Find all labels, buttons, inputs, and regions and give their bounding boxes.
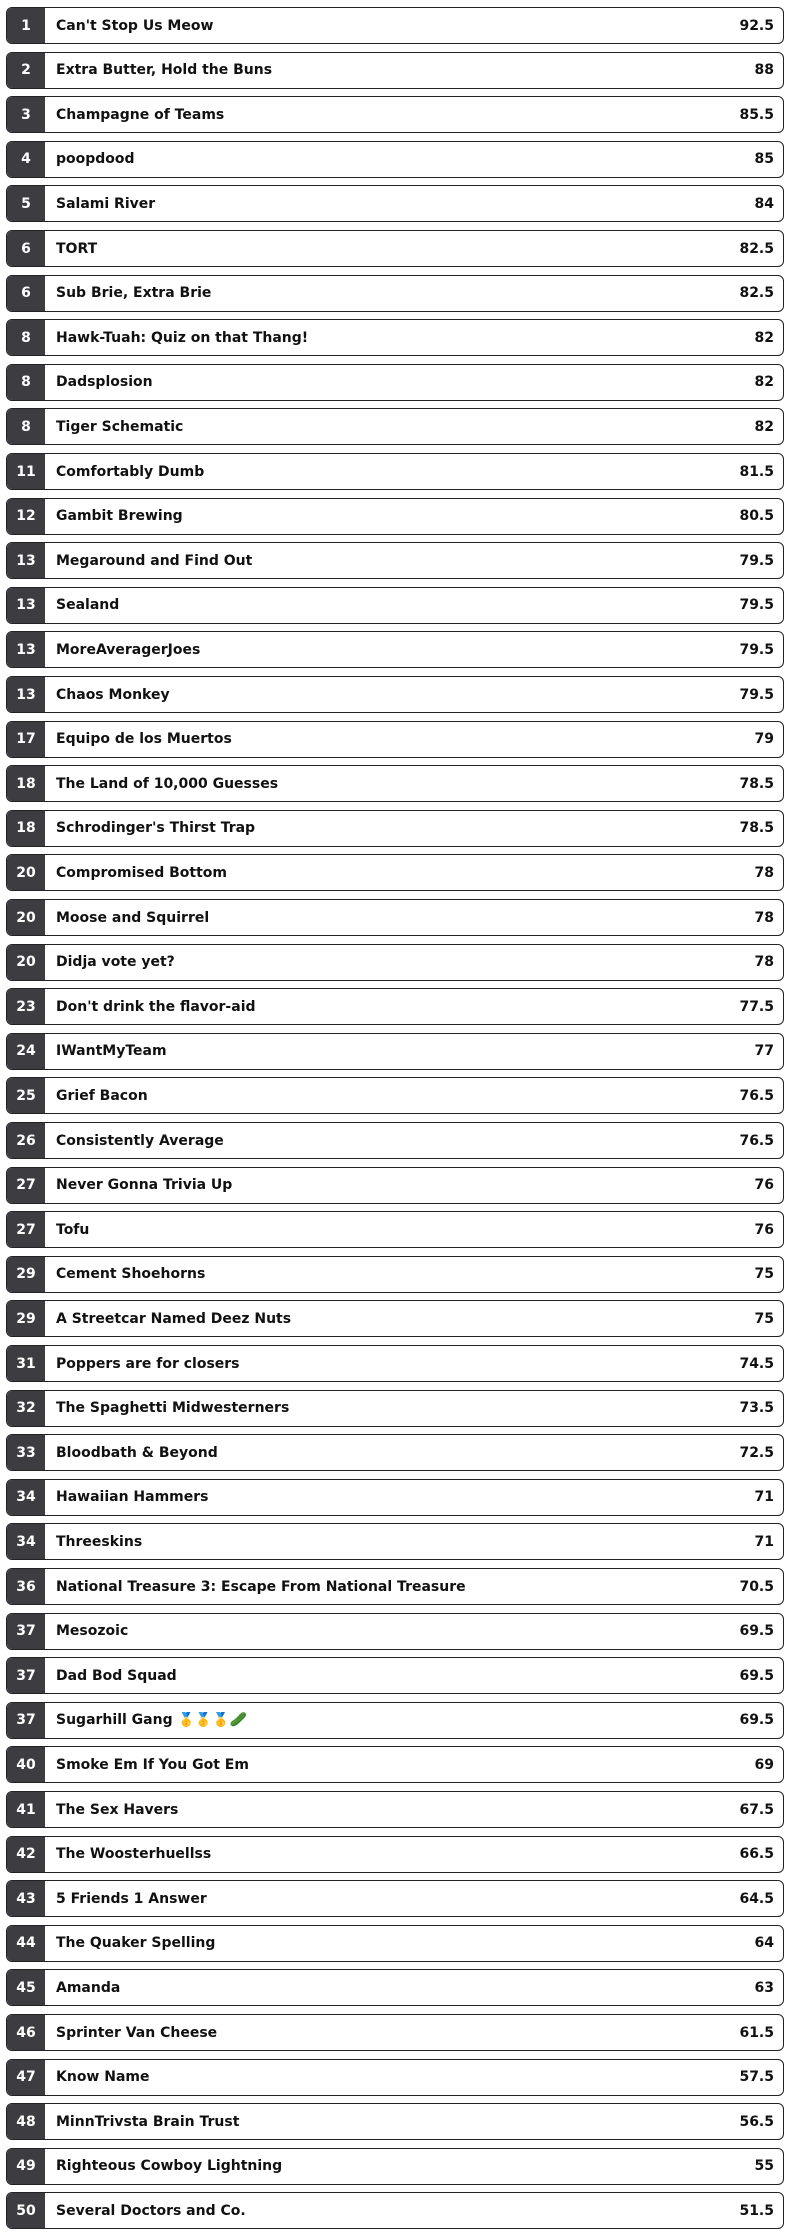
rank-badge: 46 bbox=[7, 2015, 45, 2050]
team-score: 76 bbox=[754, 1221, 774, 1238]
team-name: Champagne of Teams bbox=[56, 106, 225, 123]
team-name: Sugarhill Gang 🥇🥇🥇🥒 bbox=[56, 1712, 248, 1729]
team-score: 76.5 bbox=[739, 1132, 774, 1149]
leaderboard-row bbox=[6, 1434, 784, 1471]
leaderboard-row bbox=[6, 1836, 784, 1873]
leaderboard-row bbox=[6, 587, 784, 624]
leaderboard-row bbox=[6, 810, 784, 847]
rank-badge: 1 bbox=[7, 8, 45, 43]
team-name: Several Doctors and Co. bbox=[56, 2202, 246, 2219]
rank-badge: 18 bbox=[7, 811, 45, 846]
team-score: 82 bbox=[754, 418, 774, 435]
team-name: Dadsplosion bbox=[56, 374, 153, 391]
rank-badge: 43 bbox=[7, 1881, 45, 1916]
team-score: 84 bbox=[754, 195, 774, 212]
rank-badge: 8 bbox=[7, 409, 45, 444]
rank-badge: 8 bbox=[7, 365, 45, 400]
rank-badge: 47 bbox=[7, 2060, 45, 2095]
team-name: Megaround and Find Out bbox=[56, 552, 253, 569]
team-score: 67.5 bbox=[739, 1801, 774, 1818]
leaderboard-row bbox=[6, 52, 784, 89]
rank-badge: 29 bbox=[7, 1257, 45, 1292]
leaderboard-row bbox=[6, 1969, 784, 2006]
team-score: 81.5 bbox=[739, 463, 774, 480]
rank-badge: 6 bbox=[7, 231, 45, 266]
leaderboard-row bbox=[6, 1211, 784, 1248]
team-name: Extra Butter, Hold the Buns bbox=[56, 62, 273, 79]
team-name: The Woosterhuellss bbox=[56, 1846, 212, 1863]
team-name: Threeskins bbox=[56, 1533, 143, 1550]
team-name: Smoke Em If You Got Em bbox=[56, 1756, 249, 1773]
team-score: 85.5 bbox=[739, 106, 774, 123]
leaderboard-row bbox=[6, 7, 784, 44]
leaderboard-row bbox=[6, 1300, 784, 1337]
rank-badge: 37 bbox=[7, 1658, 45, 1693]
team-score: 78 bbox=[754, 864, 774, 881]
team-name: Chaos Monkey bbox=[56, 686, 170, 703]
team-name: Can't Stop Us Meow bbox=[56, 17, 214, 34]
leaderboard-row bbox=[6, 2148, 784, 2185]
rank-badge: 45 bbox=[7, 1970, 45, 2005]
leaderboard-row bbox=[6, 408, 784, 445]
leaderboard-row bbox=[6, 1122, 784, 1159]
team-name: Tofu bbox=[56, 1221, 90, 1238]
rank-badge: 13 bbox=[7, 588, 45, 623]
team-score: 57.5 bbox=[739, 2069, 774, 2086]
team-score: 61.5 bbox=[739, 2024, 774, 2041]
team-score: 69.5 bbox=[739, 1667, 774, 1684]
team-score: 82 bbox=[754, 374, 774, 391]
team-score: 71 bbox=[754, 1489, 774, 1506]
team-name: Consistently Average bbox=[56, 1132, 224, 1149]
leaderboard-row bbox=[6, 141, 784, 178]
rank-badge: 26 bbox=[7, 1123, 45, 1158]
leaderboard-row bbox=[6, 2014, 784, 2051]
leaderboard-row bbox=[6, 498, 784, 535]
rank-badge: 32 bbox=[7, 1391, 45, 1426]
team-name: Grief Bacon bbox=[56, 1087, 148, 1104]
team-score: 74.5 bbox=[739, 1355, 774, 1372]
rank-badge: 2 bbox=[7, 53, 45, 88]
team-name: A Streetcar Named Deez Nuts bbox=[56, 1310, 292, 1327]
rank-badge: 34 bbox=[7, 1480, 45, 1515]
team-name: The Spaghetti Midwesterners bbox=[56, 1400, 290, 1417]
team-name: IWantMyTeam bbox=[56, 1043, 167, 1060]
rank-badge: 13 bbox=[7, 677, 45, 712]
team-score: 79.5 bbox=[739, 686, 774, 703]
leaderboard-row bbox=[6, 542, 784, 579]
rank-badge: 20 bbox=[7, 900, 45, 935]
team-score: 71 bbox=[754, 1533, 774, 1550]
team-name: Sealand bbox=[56, 597, 120, 614]
team-name: Sub Brie, Extra Brie bbox=[56, 285, 212, 302]
team-score: 79.5 bbox=[739, 552, 774, 569]
leaderboard-row bbox=[6, 1077, 784, 1114]
team-score: 72.5 bbox=[739, 1444, 774, 1461]
leaderboard-row bbox=[6, 1925, 784, 1962]
team-score: 76.5 bbox=[739, 1087, 774, 1104]
team-name: TORT bbox=[56, 240, 98, 257]
leaderboard-row bbox=[6, 1390, 784, 1427]
leaderboard-row bbox=[6, 1256, 784, 1293]
team-score: 75 bbox=[754, 1266, 774, 1283]
team-score: 82 bbox=[754, 329, 774, 346]
leaderboard-row bbox=[6, 1523, 784, 1560]
team-name: Never Gonna Trivia Up bbox=[56, 1177, 233, 1194]
team-score: 69.5 bbox=[739, 1623, 774, 1640]
team-name: National Treasure 3: Escape From National Treasure bbox=[56, 1578, 466, 1595]
team-name: Bloodbath & Beyond bbox=[56, 1444, 218, 1461]
team-name: Tiger Schematic bbox=[56, 418, 184, 435]
leaderboard-row bbox=[6, 1568, 784, 1605]
leaderboard-row bbox=[6, 453, 784, 490]
leaderboard-row bbox=[6, 230, 784, 267]
team-score: 73.5 bbox=[739, 1400, 774, 1417]
team-score: 70.5 bbox=[739, 1578, 774, 1595]
rank-badge: 42 bbox=[7, 1837, 45, 1872]
rank-badge: 27 bbox=[7, 1168, 45, 1203]
team-name: 5 Friends 1 Answer bbox=[56, 1890, 207, 1907]
team-name: The Land of 10,000 Guesses bbox=[56, 775, 279, 792]
leaderboard-row bbox=[6, 721, 784, 758]
rank-badge: 48 bbox=[7, 2104, 45, 2139]
rank-badge: 18 bbox=[7, 766, 45, 801]
leaderboard-row bbox=[6, 1657, 784, 1694]
team-name: Gambit Brewing bbox=[56, 508, 183, 525]
leaderboard-row bbox=[6, 185, 784, 222]
team-score: 79 bbox=[754, 731, 774, 748]
team-name: MoreAveragerJoes bbox=[56, 641, 201, 658]
team-score: 51.5 bbox=[739, 2202, 774, 2219]
rank-badge: 23 bbox=[7, 989, 45, 1024]
rank-badge: 11 bbox=[7, 454, 45, 489]
rank-badge: 44 bbox=[7, 1926, 45, 1961]
team-score: 78 bbox=[754, 909, 774, 926]
team-score: 80.5 bbox=[739, 508, 774, 525]
rank-badge: 5 bbox=[7, 186, 45, 221]
leaderboard-row bbox=[6, 1345, 784, 1382]
team-score: 69 bbox=[754, 1756, 774, 1773]
rank-badge: 50 bbox=[7, 2193, 45, 2228]
leaderboard-row bbox=[6, 944, 784, 981]
leaderboard-row bbox=[6, 275, 784, 312]
rank-badge: 37 bbox=[7, 1703, 45, 1738]
leaderboard-row bbox=[6, 1613, 784, 1650]
leaderboard-row bbox=[6, 1880, 784, 1917]
leaderboard-row bbox=[6, 96, 784, 133]
rank-badge: 31 bbox=[7, 1346, 45, 1381]
leaderboard-row bbox=[6, 1746, 784, 1783]
team-name: MinnTrivsta Brain Trust bbox=[56, 2113, 240, 2130]
team-name: Didja vote yet? bbox=[56, 954, 175, 971]
team-score: 77 bbox=[754, 1043, 774, 1060]
team-name: Schrodinger's Thirst Trap bbox=[56, 820, 256, 837]
rank-badge: 12 bbox=[7, 499, 45, 534]
team-score: 78.5 bbox=[739, 775, 774, 792]
rank-badge: 49 bbox=[7, 2149, 45, 2184]
rank-badge: 4 bbox=[7, 142, 45, 177]
leaderboard-row bbox=[6, 364, 784, 401]
leaderboard-row bbox=[6, 765, 784, 802]
leaderboard-row bbox=[6, 1791, 784, 1828]
leaderboard-row bbox=[6, 2103, 784, 2140]
rank-badge: 8 bbox=[7, 320, 45, 355]
team-score: 64 bbox=[754, 1935, 774, 1952]
team-name: Sprinter Van Cheese bbox=[56, 2024, 218, 2041]
rank-badge: 41 bbox=[7, 1792, 45, 1827]
leaderboard-row bbox=[6, 2192, 784, 2229]
team-name: Amanda bbox=[56, 1979, 121, 1996]
team-name: Moose and Squirrel bbox=[56, 909, 210, 926]
leaderboard-row bbox=[6, 854, 784, 891]
leaderboard-row bbox=[6, 988, 784, 1025]
team-score: 79.5 bbox=[739, 641, 774, 658]
team-name: Cement Shoehorns bbox=[56, 1266, 206, 1283]
rank-badge: 27 bbox=[7, 1212, 45, 1247]
leaderboard-row bbox=[6, 676, 784, 713]
leaderboard-row bbox=[6, 1479, 784, 1516]
leaderboard-row bbox=[6, 2059, 784, 2096]
rank-badge: 17 bbox=[7, 722, 45, 757]
team-name: poopdood bbox=[56, 151, 135, 168]
rank-badge: 3 bbox=[7, 97, 45, 132]
team-score: 82.5 bbox=[739, 285, 774, 302]
rank-badge: 34 bbox=[7, 1524, 45, 1559]
team-score: 64.5 bbox=[739, 1890, 774, 1907]
team-score: 77.5 bbox=[739, 998, 774, 1015]
team-name: Dad Bod Squad bbox=[56, 1667, 177, 1684]
team-name: Hawk-Tuah: Quiz on that Thang! bbox=[56, 329, 309, 346]
rank-badge: 40 bbox=[7, 1747, 45, 1782]
rank-badge: 29 bbox=[7, 1301, 45, 1336]
rank-badge: 37 bbox=[7, 1614, 45, 1649]
leaderboard-row bbox=[6, 1033, 784, 1070]
team-score: 79.5 bbox=[739, 597, 774, 614]
team-score: 69.5 bbox=[739, 1712, 774, 1729]
rank-badge: 24 bbox=[7, 1034, 45, 1069]
rank-badge: 20 bbox=[7, 945, 45, 980]
rank-badge: 25 bbox=[7, 1078, 45, 1113]
team-name: The Quaker Spelling bbox=[56, 1935, 216, 1952]
rank-badge: 13 bbox=[7, 543, 45, 578]
team-name: Poppers are for closers bbox=[56, 1355, 240, 1372]
team-score: 66.5 bbox=[739, 1846, 774, 1863]
team-name: Equipo de los Muertos bbox=[56, 731, 232, 748]
leaderboard-row bbox=[6, 319, 784, 356]
team-name: Salami River bbox=[56, 195, 156, 212]
team-score: 92.5 bbox=[739, 17, 774, 34]
team-score: 56.5 bbox=[739, 2113, 774, 2130]
team-score: 76 bbox=[754, 1177, 774, 1194]
team-name: Compromised Bottom bbox=[56, 864, 228, 881]
rank-badge: 33 bbox=[7, 1435, 45, 1470]
rank-badge: 20 bbox=[7, 855, 45, 890]
leaderboard-row bbox=[6, 631, 784, 668]
team-score: 63 bbox=[754, 1979, 774, 1996]
team-name: Righteous Cowboy Lightning bbox=[56, 2158, 283, 2175]
team-score: 88 bbox=[754, 62, 774, 79]
team-score: 75 bbox=[754, 1310, 774, 1327]
team-score: 82.5 bbox=[739, 240, 774, 257]
rank-badge: 36 bbox=[7, 1569, 45, 1604]
team-score: 85 bbox=[754, 151, 774, 168]
team-score: 55 bbox=[754, 2158, 774, 2175]
team-score: 78 bbox=[754, 954, 774, 971]
team-name: Mesozoic bbox=[56, 1623, 129, 1640]
team-name: Comfortably Dumb bbox=[56, 463, 205, 480]
team-name: The Sex Havers bbox=[56, 1801, 179, 1818]
team-name: Hawaiian Hammers bbox=[56, 1489, 209, 1506]
rank-badge: 13 bbox=[7, 632, 45, 667]
team-score: 78.5 bbox=[739, 820, 774, 837]
team-name: Don't drink the flavor-aid bbox=[56, 998, 256, 1015]
leaderboard-row bbox=[6, 899, 784, 936]
team-name: Know Name bbox=[56, 2069, 150, 2086]
leaderboard-row bbox=[6, 1167, 784, 1204]
rank-badge: 6 bbox=[7, 276, 45, 311]
leaderboard-row bbox=[6, 1702, 784, 1739]
